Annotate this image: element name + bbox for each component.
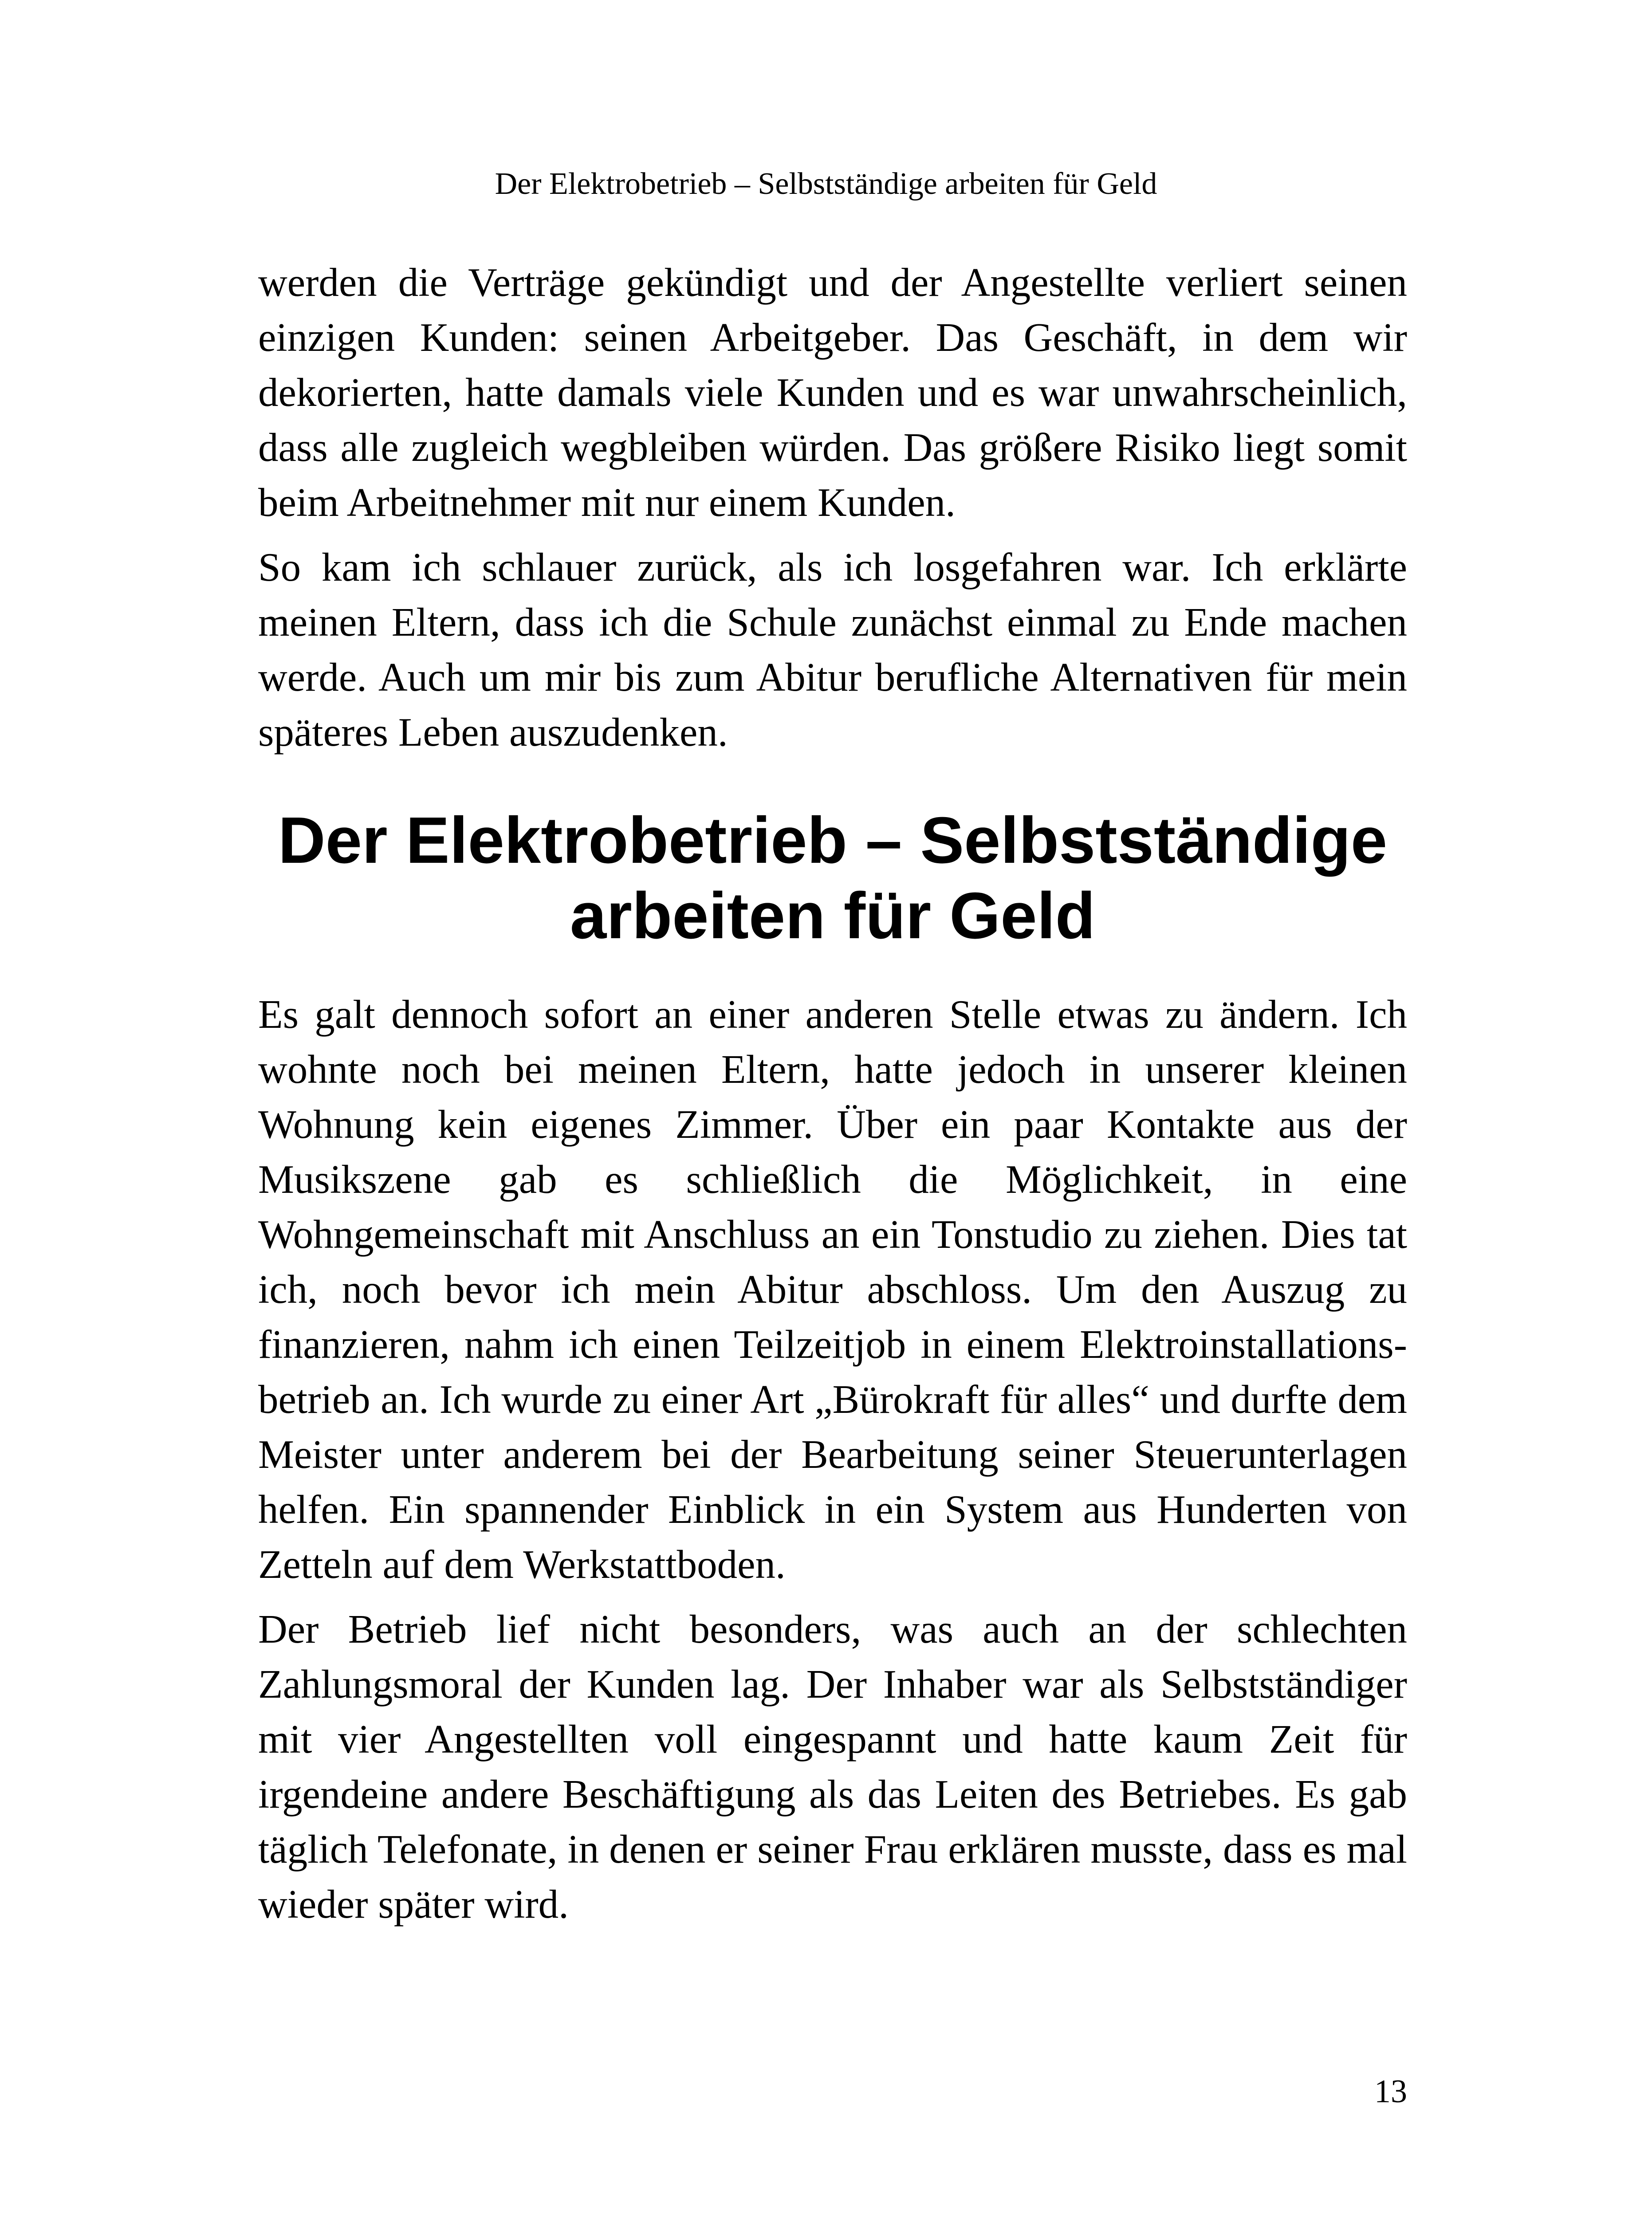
body-paragraph: So kam ich schlauer zurück, als ich losgefahren war. Ich erklärte meinen Eltern, dass ich die Schule zunächst einmal zu Ende machen werde. Auch um mir bis zum Abitur berufliche Alternativen für mein späteres Leben auszudenken. — [258, 545, 1407, 755]
chapter-body — [258, 987, 1407, 1932]
body-paragraph: Der Betrieb lief nicht besonders, was auch an der schlechten Zahlungsmoral der Kunden lag. Der Inhaber war als Selbstständiger mit vier Angestellten voll eingespannt und hatte kaum Zeit für irgendeine andere Beschäftigung als das Leiten des Betriebes. Es gab täglich Telefonate, in denen er seiner Frau erklären musste, dass es mal wieder später wird. — [258, 1607, 1407, 1927]
running-header: Der Elektrobetrieb – Selbstständige arbeiten für Geld — [495, 167, 1157, 201]
previous-section-body — [258, 255, 1407, 760]
body-paragraph: Es galt dennoch sofort an einer anderen Stelle etwas zu ändern. Ich wohnte noch bei meinen Eltern, hatte jedoch in unserer kleinen Wohnung kein eigenes Zimmer. Über ein paar Kontakte aus der Musikszene gab es schließlich die Möglichkeit, in eine Wohngemeinschaft mit Anschluss an ein Tonstudio zu ziehen. Dies tat ich, noch bevor ich mein Abitur abschloss. Um den Auszug zu finanzieren, nahm ich einen Teilzeitjob in einem Elektroinstallationsbetrieb an. Ich wurde zu einer Art „Bürokraft für alles“ und durfte dem Meister unter anderem bei der Bearbeitung seiner Steuerunterlagen helfen. Ein spannender Einblick in ein System aus Hunderten von Zetteln auf dem Werkstattboden. — [258, 992, 1407, 1587]
page-number: 13 — [1374, 2073, 1407, 2110]
body-paragraph: werden die Verträge gekündigt und der Angestellte verliert seinen einzigen Kunden: seinen Arbeitgeber. Das Geschäft, in dem wir dekorierten, hatte damals viele Kunden und es war unwahrscheinlich, dass alle zugleich wegbleiben würden. Das größere Risiko liegt somit beim Arbeitnehmer mit nur einem Kunden. — [258, 260, 1407, 525]
chapter-heading: Der Elektrobetrieb – Selbstständige arbeiten für Geld — [278, 804, 1388, 952]
